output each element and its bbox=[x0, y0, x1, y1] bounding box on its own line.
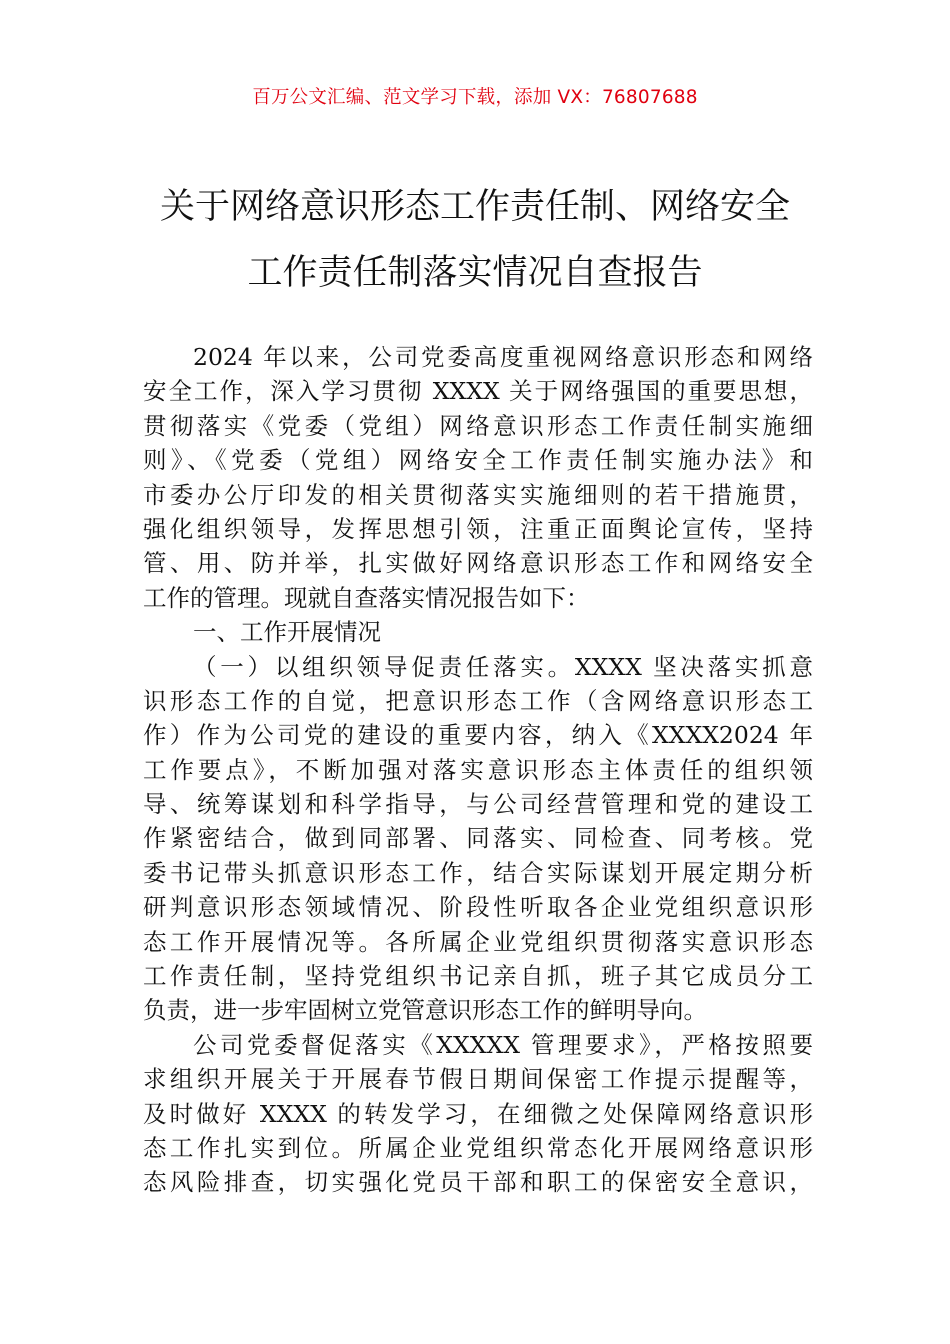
paragraph-1-line: 工作的管理。现就自查落实情况报告如下： bbox=[143, 583, 590, 612]
title-line-2: 工作责任制落实情况自查报告 bbox=[247, 253, 703, 293]
paragraph-2-line: 工作要点》，不断加强对落实意识形态主体责任的组织领 bbox=[143, 755, 813, 784]
title-line-1: 关于网络意识形态工作责任制、网络安全 bbox=[159, 187, 790, 227]
paragraph-2-line: 工作责任制，坚持党组织书记亲自抓，班子其它成员分工 bbox=[143, 962, 813, 991]
paragraph-3-line: 求组织开展关于开展春节假日期间保密工作提示提醒等， bbox=[143, 1065, 813, 1094]
promo-banner: 百万公文汇编、范文学习下载，添加 VX：76807688 bbox=[252, 87, 698, 108]
paragraph-3-line: 公司党委督促落实《XXXXX 管理要求》，严格按照要 bbox=[193, 1030, 813, 1059]
paragraph-1-line: 管、用、防并举，扎实做好网络意识形态工作和网络安全 bbox=[143, 549, 813, 578]
paragraph-2-line: 作）作为公司党的建设的重要内容，纳入《XXXX2024 年 bbox=[143, 721, 813, 750]
paragraph-1-line: 2024 年以来，公司党委高度重视网络意识形态和网络 bbox=[193, 343, 813, 371]
paragraph-3-line: 态风险排查，切实强化党员干部和职工的保密安全意识， bbox=[143, 1168, 813, 1197]
paragraph-2-line: 负责，进一步牢固树立党管意识形态工作的鲜明导向。 bbox=[143, 996, 707, 1025]
paragraph-2-line: 委书记带头抓意识形态工作，结合实际谋划开展定期分析 bbox=[143, 858, 813, 887]
document-body bbox=[143, 340, 813, 1200]
paragraph-2-line: 导、统筹谋划和科学指导，与公司经营管理和党的建设工 bbox=[143, 790, 813, 819]
paragraph-1-line: 强化组织领导，发挥思想引领，注重正面舆论宣传，坚持 bbox=[143, 514, 813, 543]
paragraph-2-line: 识形态工作的自觉，把意识形态工作（含网络意识形态工 bbox=[143, 686, 813, 715]
paragraph-3-line: 及时做好 XXXX 的转发学习，在细微之处保障网络意识形 bbox=[143, 1099, 813, 1128]
paragraph-2-line: 作紧密结合，做到同部署、同落实、同检查、同考核。党 bbox=[143, 824, 813, 853]
paragraph-1-line: 市委办公厅印发的相关贯彻落实实施细则的若干措施贯， bbox=[143, 480, 813, 509]
section-heading-1: 一、工作开展情况 bbox=[193, 618, 381, 647]
paragraph-2-line: （一）以组织领导促责任落实。XXXX 坚决落实抓意 bbox=[193, 652, 813, 681]
paragraph-1-line: 安全工作，深入学习贯彻 XXXX 关于网络强国的重要思想， bbox=[143, 377, 813, 406]
paragraph-2-line: 研判意识形态领域情况、阶段性听取各企业党组织意识形 bbox=[143, 893, 813, 922]
paragraph-3-line: 态工作扎实到位。所属企业党组织常态化开展网络意识形 bbox=[143, 1133, 813, 1162]
paragraph-1-line: 贯彻落实《党委（党组）网络意识形态工作责任制实施细 bbox=[143, 411, 813, 440]
paragraph-2-line: 态工作开展情况等。各所属企业党组织贯彻落实意识形态 bbox=[143, 927, 813, 956]
document-title bbox=[100, 174, 850, 306]
paragraph-1-line: 则》、《党委（党组）网络安全工作责任制实施办法》和 bbox=[143, 446, 813, 475]
